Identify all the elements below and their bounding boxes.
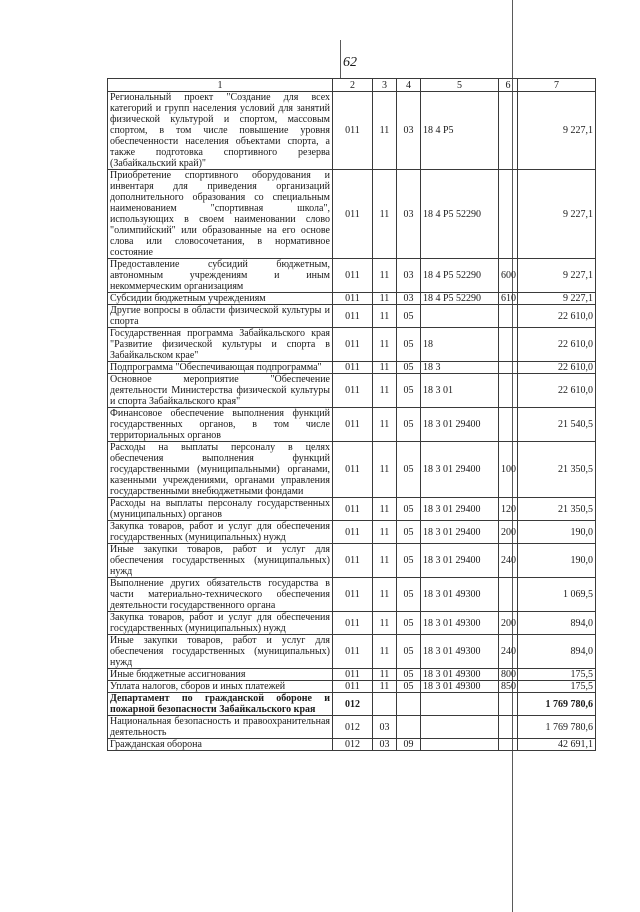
row-name: Субсидии бюджетным учреждениям xyxy=(108,293,333,305)
row-name: Уплата налогов, сборов и иных платежей xyxy=(108,681,333,693)
table-row xyxy=(108,612,596,635)
row-subsection-code: 03 xyxy=(397,259,421,293)
row-sum: 9 227,1 xyxy=(518,170,596,259)
row-section-code: 11 xyxy=(373,612,397,635)
table-row xyxy=(108,681,596,693)
column-header-name: 1 xyxy=(108,79,333,92)
row-target-code: 18 3 01 29400 xyxy=(421,521,499,544)
column-header-type: 6 xyxy=(499,79,518,92)
row-target-code: 18 4 P5 52290 xyxy=(421,259,499,293)
row-ministry-code: 011 xyxy=(333,635,373,669)
row-subsection-code xyxy=(397,693,421,716)
row-ministry-code: 011 xyxy=(333,544,373,578)
row-expense-type-code: 600 xyxy=(499,259,518,293)
table-row xyxy=(108,92,596,170)
row-expense-type-code: 800 xyxy=(499,669,518,681)
row-expense-type-code: 610 xyxy=(499,293,518,305)
row-target-code xyxy=(421,716,499,739)
row-target-code: 18 3 01 49300 xyxy=(421,681,499,693)
row-sum: 175,5 xyxy=(518,669,596,681)
table-row xyxy=(108,442,596,498)
row-ministry-code: 012 xyxy=(333,716,373,739)
row-target-code xyxy=(421,739,499,751)
row-expense-type-code: 240 xyxy=(499,635,518,669)
row-name: Предоставление субсидий бюджетным, автономным учреждениям и иным некоммерческим организациям xyxy=(108,259,333,293)
table-row xyxy=(108,578,596,612)
table-row xyxy=(108,328,596,362)
column-header-sum: 7 xyxy=(518,79,596,92)
row-expense-type-code xyxy=(499,693,518,716)
row-section-code: 11 xyxy=(373,170,397,259)
row-subsection-code: 05 xyxy=(397,681,421,693)
row-sum: 894,0 xyxy=(518,612,596,635)
row-sum: 1 769 780,6 xyxy=(518,716,596,739)
row-sum: 9 227,1 xyxy=(518,92,596,170)
table-row xyxy=(108,693,596,716)
row-expense-type-code xyxy=(499,170,518,259)
row-ministry-code: 011 xyxy=(333,578,373,612)
row-expense-type-code xyxy=(499,362,518,374)
row-sum: 9 227,1 xyxy=(518,293,596,305)
table-row xyxy=(108,498,596,521)
row-section-code: 11 xyxy=(373,408,397,442)
row-section-code: 11 xyxy=(373,578,397,612)
row-name: Расходы на выплаты персоналу государственных (муниципальных) органов xyxy=(108,498,333,521)
row-section-code: 11 xyxy=(373,635,397,669)
row-name: Иные бюджетные ассигнования xyxy=(108,669,333,681)
row-expense-type-code xyxy=(499,739,518,751)
row-expense-type-code: 850 xyxy=(499,681,518,693)
row-expense-type-code: 240 xyxy=(499,544,518,578)
row-ministry-code: 011 xyxy=(333,408,373,442)
row-sum: 22 610,0 xyxy=(518,362,596,374)
row-section-code: 03 xyxy=(373,739,397,751)
row-section-code: 11 xyxy=(373,544,397,578)
row-ministry-code: 012 xyxy=(333,739,373,751)
table-row xyxy=(108,170,596,259)
row-name: Подпрограмма "Обеспечивающая подпрограмма" xyxy=(108,362,333,374)
row-sum: 22 610,0 xyxy=(518,305,596,328)
column-header-section: 3 xyxy=(373,79,397,92)
row-name: Другие вопросы в области физической культуры и спорта xyxy=(108,305,333,328)
row-sum: 894,0 xyxy=(518,635,596,669)
row-ministry-code: 012 xyxy=(333,693,373,716)
row-ministry-code: 011 xyxy=(333,521,373,544)
row-expense-type-code xyxy=(499,92,518,170)
row-ministry-code: 011 xyxy=(333,669,373,681)
row-expense-type-code xyxy=(499,578,518,612)
row-ministry-code: 011 xyxy=(333,498,373,521)
row-target-code: 18 3 01 49300 xyxy=(421,612,499,635)
row-section-code: 11 xyxy=(373,442,397,498)
row-section-code: 11 xyxy=(373,521,397,544)
page-number: 62 xyxy=(343,55,357,70)
row-section-code: 11 xyxy=(373,498,397,521)
row-name: Приобретение спортивного оборудования и инвентаря для приведения организаций дополнительного образования со специальным наименованием "спортивная школа", использующих в своем наименовании слово "олимпийский" или образованные на его основе слова или словосочетания, в нормативное состояние xyxy=(108,170,333,259)
row-expense-type-code: 200 xyxy=(499,521,518,544)
row-target-code: 18 4 P5 52290 xyxy=(421,293,499,305)
table-body xyxy=(108,92,596,751)
row-subsection-code: 05 xyxy=(397,408,421,442)
row-name: Государственная программа Забайкальского края "Развитие физической культуры и спорта в Забайкальском крае" xyxy=(108,328,333,362)
row-sum: 22 610,0 xyxy=(518,328,596,362)
row-expense-type-code: 120 xyxy=(499,498,518,521)
row-name: Региональный проект "Создание для всех категорий и групп населения условий для занятий физической культурой и спортом, массовым спортом, в том числе повышение уровня обеспеченности населения объектами спорта, а также подготовка спортивного резерва (Забайкальский край)" xyxy=(108,92,333,170)
row-name: Закупка товаров, работ и услуг для обеспечения государственных (муниципальных) нужд xyxy=(108,612,333,635)
row-section-code: 11 xyxy=(373,259,397,293)
row-ministry-code: 011 xyxy=(333,328,373,362)
row-expense-type-code: 200 xyxy=(499,612,518,635)
row-name: Основное мероприятие "Обеспечение деятельности Министерства физической культуры и спорта Забайкальского края" xyxy=(108,374,333,408)
row-target-code: 18 3 01 29400 xyxy=(421,498,499,521)
row-name: Расходы на выплаты персоналу в целях обеспечения выполнения функций государственными (муниципальными) органами, казенными учреждениями, органами управления государственными внебюджетными фондами xyxy=(108,442,333,498)
row-ministry-code: 011 xyxy=(333,681,373,693)
row-subsection-code: 05 xyxy=(397,374,421,408)
row-section-code: 11 xyxy=(373,362,397,374)
row-section-code: 03 xyxy=(373,716,397,739)
column-header-subsection: 4 xyxy=(397,79,421,92)
row-subsection-code: 05 xyxy=(397,362,421,374)
row-section-code xyxy=(373,693,397,716)
table-row xyxy=(108,305,596,328)
row-subsection-code: 05 xyxy=(397,305,421,328)
row-sum: 22 610,0 xyxy=(518,374,596,408)
row-name: Иные закупки товаров, работ и услуг для обеспечения государственных (муниципальных) нужд xyxy=(108,544,333,578)
row-subsection-code: 03 xyxy=(397,293,421,305)
row-target-code: 18 3 01 29400 xyxy=(421,544,499,578)
row-name: Национальная безопасность и правоохранительная деятельность xyxy=(108,716,333,739)
row-sum: 9 227,1 xyxy=(518,259,596,293)
row-target-code: 18 3 01 29400 xyxy=(421,408,499,442)
header-row xyxy=(108,79,596,92)
table-row xyxy=(108,408,596,442)
table-row xyxy=(108,739,596,751)
row-ministry-code: 011 xyxy=(333,92,373,170)
row-subsection-code: 05 xyxy=(397,498,421,521)
row-target-code xyxy=(421,305,499,328)
row-section-code: 11 xyxy=(373,293,397,305)
row-expense-type-code xyxy=(499,408,518,442)
table-row xyxy=(108,521,596,544)
row-sum: 42 691,1 xyxy=(518,739,596,751)
row-expense-type-code xyxy=(499,305,518,328)
row-sum: 1 769 780,6 xyxy=(518,693,596,716)
column-header-target: 5 xyxy=(421,79,499,92)
row-target-code: 18 4 P5 52290 xyxy=(421,170,499,259)
row-sum: 190,0 xyxy=(518,521,596,544)
row-section-code: 11 xyxy=(373,374,397,408)
row-expense-type-code: 100 xyxy=(499,442,518,498)
row-name: Финансовое обеспечение выполнения функций государственных органов, в том числе территориальных органов xyxy=(108,408,333,442)
row-section-code: 11 xyxy=(373,669,397,681)
table-row xyxy=(108,544,596,578)
row-section-code: 11 xyxy=(373,681,397,693)
row-expense-type-code xyxy=(499,716,518,739)
row-target-code: 18 3 01 49300 xyxy=(421,578,499,612)
row-subsection-code: 05 xyxy=(397,544,421,578)
row-ministry-code: 011 xyxy=(333,170,373,259)
row-expense-type-code xyxy=(499,328,518,362)
row-subsection-code: 05 xyxy=(397,669,421,681)
row-subsection-code: 05 xyxy=(397,635,421,669)
row-subsection-code: 09 xyxy=(397,739,421,751)
table-row xyxy=(108,716,596,739)
row-sum: 175,5 xyxy=(518,681,596,693)
row-sum: 21 350,5 xyxy=(518,442,596,498)
row-subsection-code: 05 xyxy=(397,578,421,612)
row-subsection-code: 03 xyxy=(397,170,421,259)
table-row xyxy=(108,293,596,305)
row-sum: 21 540,5 xyxy=(518,408,596,442)
row-ministry-code: 011 xyxy=(333,259,373,293)
row-subsection-code: 05 xyxy=(397,328,421,362)
row-ministry-code: 011 xyxy=(333,612,373,635)
row-name: Департамент по гражданской обороне и пожарной безопасности Забайкальского края xyxy=(108,693,333,716)
table-row xyxy=(108,374,596,408)
row-name: Гражданская оборона xyxy=(108,739,333,751)
row-subsection-code: 05 xyxy=(397,442,421,498)
row-section-code: 11 xyxy=(373,92,397,170)
row-sum: 190,0 xyxy=(518,544,596,578)
row-target-code: 18 3 xyxy=(421,362,499,374)
row-section-code: 11 xyxy=(373,328,397,362)
row-ministry-code: 011 xyxy=(333,374,373,408)
row-subsection-code: 03 xyxy=(397,92,421,170)
row-ministry-code: 011 xyxy=(333,305,373,328)
row-target-code: 18 xyxy=(421,328,499,362)
table-row xyxy=(108,362,596,374)
row-sum: 21 350,5 xyxy=(518,498,596,521)
row-name: Выполнение других обязательств государства в части материально-технического обеспечения деятельности государственного органа xyxy=(108,578,333,612)
table-row xyxy=(108,259,596,293)
row-target-code: 18 3 01 49300 xyxy=(421,635,499,669)
row-ministry-code: 011 xyxy=(333,442,373,498)
row-target-code: 18 3 01 29400 xyxy=(421,442,499,498)
row-subsection-code xyxy=(397,716,421,739)
table-row xyxy=(108,669,596,681)
row-name: Закупка товаров, работ и услуг для обеспечения государственных (муниципальных) нужд xyxy=(108,521,333,544)
row-target-code: 18 4 P5 xyxy=(421,92,499,170)
row-target-code: 18 3 01 xyxy=(421,374,499,408)
table-row xyxy=(108,635,596,669)
row-section-code: 11 xyxy=(373,305,397,328)
budget-table xyxy=(107,78,596,751)
row-target-code: 18 3 01 49300 xyxy=(421,669,499,681)
column-header-ministry: 2 xyxy=(333,79,373,92)
row-sum: 1 069,5 xyxy=(518,578,596,612)
row-ministry-code: 011 xyxy=(333,293,373,305)
row-expense-type-code xyxy=(499,374,518,408)
row-subsection-code: 05 xyxy=(397,612,421,635)
row-name: Иные закупки товаров, работ и услуг для обеспечения государственных (муниципальных) нужд xyxy=(108,635,333,669)
row-target-code xyxy=(421,693,499,716)
row-subsection-code: 05 xyxy=(397,521,421,544)
row-ministry-code: 011 xyxy=(333,362,373,374)
